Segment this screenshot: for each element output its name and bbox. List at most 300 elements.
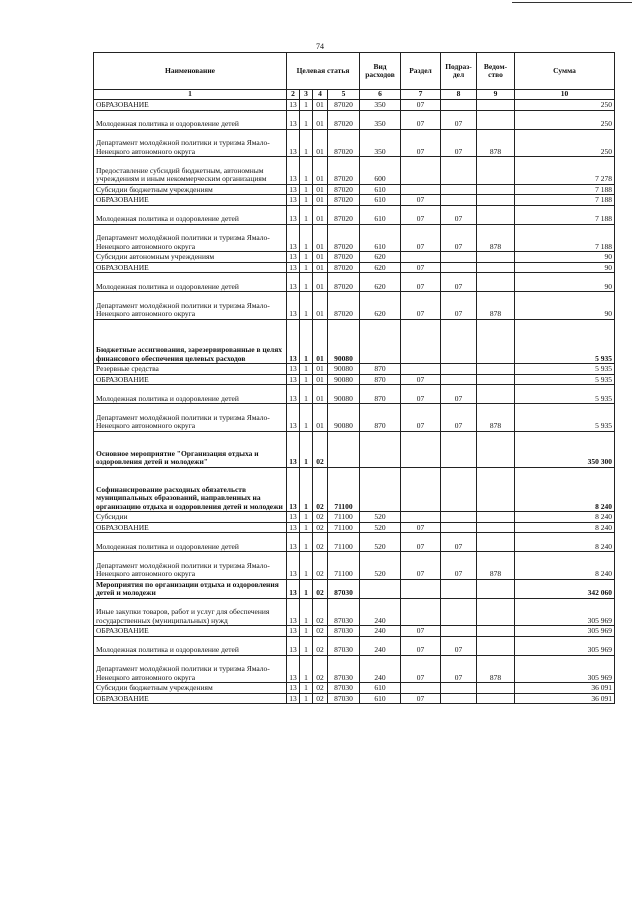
header-name: Наименование (94, 53, 287, 90)
row-name: Молодежная политика и оздоровление детей (94, 110, 287, 129)
target-code-subprogram: 1 (300, 292, 313, 320)
table-body (94, 100, 615, 704)
table-row (94, 110, 615, 129)
target-code-direction: 87030 (328, 579, 360, 598)
target-code-activity: 01 (313, 184, 328, 195)
table-row (94, 512, 615, 523)
target-code-program: 13 (287, 636, 300, 655)
expense-type-cell: 350 (360, 110, 401, 129)
sum-cell: 7 188 (515, 195, 615, 206)
target-code-program: 13 (287, 364, 300, 375)
sum-cell: 350 300 (515, 431, 615, 467)
target-code-program: 13 (287, 598, 300, 626)
subsection-cell: 07 (441, 129, 477, 157)
target-code-program: 13 (287, 655, 300, 683)
table-row (94, 129, 615, 157)
expense-type-cell: 870 (360, 385, 401, 404)
department-cell: 878 (477, 129, 515, 157)
target-code-direction: 87020 (328, 224, 360, 252)
expense-type-cell: 610 (360, 683, 401, 694)
department-cell (477, 252, 515, 263)
target-code-activity: 02 (313, 467, 328, 512)
expense-type-cell: 610 (360, 224, 401, 252)
sum-cell: 8 240 (515, 552, 615, 580)
table-row (94, 224, 615, 252)
department-cell (477, 205, 515, 224)
target-code-activity: 01 (313, 110, 328, 129)
target-code-activity: 02 (313, 636, 328, 655)
subsection-cell (441, 522, 477, 533)
row-name: Молодежная политика и оздоровление детей (94, 205, 287, 224)
sum-cell: 90 (515, 292, 615, 320)
expense-type-cell: 240 (360, 636, 401, 655)
department-cell (477, 522, 515, 533)
col-number: 9 (477, 90, 515, 100)
row-name: Департамент молодёжной политики и туризма Ямало-Ненецкого автономного округа (94, 292, 287, 320)
table-row (94, 100, 615, 111)
row-name: ОБРАЗОВАНИЕ (94, 522, 287, 533)
target-code-direction: 87020 (328, 252, 360, 263)
target-code-direction: 71100 (328, 512, 360, 523)
section-cell: 07 (401, 205, 441, 224)
table-row (94, 292, 615, 320)
target-code-direction: 87020 (328, 262, 360, 273)
sum-cell: 7 188 (515, 205, 615, 224)
subsection-cell: 07 (441, 533, 477, 552)
target-code-subprogram: 1 (300, 374, 313, 385)
subsection-cell (441, 252, 477, 263)
target-code-activity: 02 (313, 655, 328, 683)
target-code-subprogram: 1 (300, 273, 313, 292)
target-code-subprogram: 1 (300, 431, 313, 467)
header-row (94, 53, 615, 90)
expense-type-cell: 620 (360, 262, 401, 273)
row-name: Департамент молодёжной политики и туризма Ямало-Ненецкого автономного округа (94, 655, 287, 683)
subsection-cell: 07 (441, 273, 477, 292)
target-code-direction: 87030 (328, 655, 360, 683)
table-row (94, 205, 615, 224)
table-row (94, 626, 615, 637)
department-cell (477, 431, 515, 467)
section-cell: 07 (401, 404, 441, 432)
sum-cell: 250 (515, 110, 615, 129)
expense-type-cell (360, 467, 401, 512)
department-cell (477, 385, 515, 404)
subsection-cell (441, 467, 477, 512)
department-cell (477, 693, 515, 704)
subsection-cell: 07 (441, 224, 477, 252)
target-code-direction: 71100 (328, 522, 360, 533)
table-row (94, 579, 615, 598)
department-cell (477, 110, 515, 129)
sum-cell: 36 091 (515, 693, 615, 704)
section-cell: 07 (401, 552, 441, 580)
subsection-cell: 07 (441, 636, 477, 655)
section-cell (401, 184, 441, 195)
subsection-cell (441, 157, 477, 185)
department-cell: 878 (477, 404, 515, 432)
expense-type-cell: 350 (360, 100, 401, 111)
section-cell (401, 598, 441, 626)
sum-cell: 90 (515, 252, 615, 263)
department-cell: 878 (477, 292, 515, 320)
section-cell: 07 (401, 655, 441, 683)
section-cell (401, 512, 441, 523)
row-name: Департамент молодёжной политики и туризма Ямало-Ненецкого автономного округа (94, 224, 287, 252)
target-code-program: 13 (287, 319, 300, 364)
column-number-row (94, 90, 615, 100)
sum-cell: 305 969 (515, 655, 615, 683)
target-code-direction: 90080 (328, 319, 360, 364)
target-code-subprogram: 1 (300, 404, 313, 432)
target-code-direction (328, 431, 360, 467)
target-code-direction: 87030 (328, 636, 360, 655)
department-cell (477, 195, 515, 206)
sum-cell: 36 091 (515, 683, 615, 694)
section-cell (401, 683, 441, 694)
target-code-direction: 87030 (328, 598, 360, 626)
target-code-program: 13 (287, 522, 300, 533)
subsection-cell (441, 262, 477, 273)
table-row (94, 467, 615, 512)
target-code-program: 13 (287, 683, 300, 694)
department-cell (477, 364, 515, 375)
target-code-direction: 87020 (328, 292, 360, 320)
section-cell (401, 364, 441, 375)
target-code-subprogram: 1 (300, 636, 313, 655)
department-cell (477, 636, 515, 655)
target-code-activity: 01 (313, 319, 328, 364)
sum-cell: 305 969 (515, 626, 615, 637)
sum-cell: 5 935 (515, 374, 615, 385)
expense-type-cell: 520 (360, 552, 401, 580)
target-code-subprogram: 1 (300, 319, 313, 364)
sum-cell: 8 240 (515, 467, 615, 512)
sum-cell: 5 935 (515, 404, 615, 432)
table-row (94, 252, 615, 263)
target-code-program: 13 (287, 100, 300, 111)
row-name: Молодежная политика и оздоровление детей (94, 636, 287, 655)
row-name: ОБРАЗОВАНИЕ (94, 100, 287, 111)
sum-cell: 305 969 (515, 636, 615, 655)
subsection-cell (441, 364, 477, 375)
header-sum: Сумма (515, 53, 615, 90)
target-code-activity: 01 (313, 262, 328, 273)
department-cell (477, 273, 515, 292)
section-cell: 07 (401, 262, 441, 273)
row-name: Молодежная политика и оздоровление детей (94, 533, 287, 552)
section-cell: 07 (401, 110, 441, 129)
subsection-cell (441, 374, 477, 385)
section-cell (401, 579, 441, 598)
target-code-activity: 02 (313, 552, 328, 580)
target-code-activity: 02 (313, 693, 328, 704)
header-subsection: Подраз-дел (441, 53, 477, 90)
target-code-subprogram: 1 (300, 626, 313, 637)
target-code-program: 13 (287, 205, 300, 224)
subsection-cell (441, 683, 477, 694)
target-code-activity: 01 (313, 195, 328, 206)
target-code-subprogram: 1 (300, 522, 313, 533)
page-number: 74 (316, 42, 324, 51)
subsection-cell: 07 (441, 404, 477, 432)
table-row (94, 273, 615, 292)
target-code-activity: 01 (313, 385, 328, 404)
target-code-activity: 01 (313, 273, 328, 292)
target-code-program: 13 (287, 184, 300, 195)
target-code-activity: 01 (313, 374, 328, 385)
sum-cell: 305 969 (515, 598, 615, 626)
subsection-cell: 07 (441, 110, 477, 129)
target-code-direction: 87020 (328, 205, 360, 224)
subsection-cell: 07 (441, 655, 477, 683)
expense-type-cell (360, 579, 401, 598)
expense-type-cell: 600 (360, 157, 401, 185)
expense-type-cell: 610 (360, 693, 401, 704)
row-name: Субсидии бюджетным учреждениям (94, 184, 287, 195)
target-code-subprogram: 1 (300, 100, 313, 111)
row-name: ОБРАЗОВАНИЕ (94, 195, 287, 206)
target-code-subprogram: 1 (300, 552, 313, 580)
subsection-cell (441, 195, 477, 206)
target-code-program: 13 (287, 512, 300, 523)
row-name: Департамент молодёжной политики и туризма Ямало-Ненецкого автономного округа (94, 404, 287, 432)
section-cell: 07 (401, 224, 441, 252)
target-code-activity: 02 (313, 431, 328, 467)
section-cell: 07 (401, 195, 441, 206)
row-name: Предоставление субсидий бюджетным, автономным учреждениям и иным некоммерческим организациям (94, 157, 287, 185)
section-cell: 07 (401, 693, 441, 704)
subsection-cell (441, 626, 477, 637)
col-number: 6 (360, 90, 401, 100)
subsection-cell (441, 100, 477, 111)
expense-type-cell: 870 (360, 374, 401, 385)
subsection-cell (441, 319, 477, 364)
section-cell: 07 (401, 129, 441, 157)
target-code-direction: 87020 (328, 110, 360, 129)
target-code-program: 13 (287, 385, 300, 404)
target-code-program: 13 (287, 404, 300, 432)
target-code-subprogram: 1 (300, 533, 313, 552)
subsection-cell (441, 184, 477, 195)
target-code-direction: 87020 (328, 195, 360, 206)
target-code-direction: 87030 (328, 683, 360, 694)
table-row (94, 636, 615, 655)
top-rule (512, 2, 632, 3)
section-cell (401, 467, 441, 512)
table-row (94, 262, 615, 273)
target-code-program: 13 (287, 224, 300, 252)
department-cell (477, 512, 515, 523)
target-code-program: 13 (287, 273, 300, 292)
col-number: 10 (515, 90, 615, 100)
section-cell: 07 (401, 522, 441, 533)
sum-cell: 90 (515, 273, 615, 292)
target-code-program: 13 (287, 467, 300, 512)
row-name: Бюджетные ассигнования, зарезервированные в целях финансового обеспечения целевых расходов (94, 319, 287, 364)
target-code-activity: 01 (313, 292, 328, 320)
table-row (94, 598, 615, 626)
department-cell: 878 (477, 552, 515, 580)
table-row (94, 385, 615, 404)
target-code-subprogram: 1 (300, 184, 313, 195)
row-name: Субсидии бюджетным учреждениям (94, 683, 287, 694)
expense-type-cell: 610 (360, 205, 401, 224)
target-code-activity: 02 (313, 683, 328, 694)
subsection-cell: 07 (441, 205, 477, 224)
target-code-program: 13 (287, 110, 300, 129)
target-code-activity: 01 (313, 157, 328, 185)
expense-type-cell: 870 (360, 364, 401, 375)
col-number: 3 (300, 90, 313, 100)
section-cell (401, 252, 441, 263)
target-code-program: 13 (287, 195, 300, 206)
department-cell (477, 319, 515, 364)
col-number: 1 (94, 90, 287, 100)
col-number: 2 (287, 90, 300, 100)
target-code-program: 13 (287, 252, 300, 263)
target-code-subprogram: 1 (300, 467, 313, 512)
department-cell (477, 100, 515, 111)
sum-cell: 5 935 (515, 319, 615, 364)
target-code-subprogram: 1 (300, 579, 313, 598)
target-code-direction: 87020 (328, 129, 360, 157)
target-code-activity: 02 (313, 598, 328, 626)
target-code-direction: 71100 (328, 467, 360, 512)
table-row (94, 157, 615, 185)
col-number: 7 (401, 90, 441, 100)
row-name: ОБРАЗОВАНИЕ (94, 374, 287, 385)
expense-type-cell: 520 (360, 533, 401, 552)
department-cell (477, 374, 515, 385)
expense-type-cell: 520 (360, 512, 401, 523)
sum-cell: 8 240 (515, 512, 615, 523)
target-code-activity: 02 (313, 512, 328, 523)
target-code-activity: 02 (313, 533, 328, 552)
target-code-subprogram: 1 (300, 252, 313, 263)
row-name: Иные закупки товаров, работ и услуг для обеспечения государственных (муниципальных) нужд (94, 598, 287, 626)
department-cell (477, 579, 515, 598)
target-code-subprogram: 1 (300, 512, 313, 523)
target-code-program: 13 (287, 129, 300, 157)
target-code-direction: 71100 (328, 533, 360, 552)
sum-cell: 5 935 (515, 385, 615, 404)
col-number: 4 (313, 90, 328, 100)
sum-cell: 250 (515, 100, 615, 111)
table-row (94, 195, 615, 206)
target-code-activity: 02 (313, 579, 328, 598)
sum-cell: 90 (515, 262, 615, 273)
row-name: ОБРАЗОВАНИЕ (94, 626, 287, 637)
row-name: Субсидии автономным учреждениям (94, 252, 287, 263)
target-code-activity: 01 (313, 205, 328, 224)
section-cell (401, 431, 441, 467)
header-department: Ведом-ство (477, 53, 515, 90)
expense-type-cell (360, 319, 401, 364)
target-code-subprogram: 1 (300, 693, 313, 704)
table-row (94, 683, 615, 694)
subsection-cell: 07 (441, 385, 477, 404)
expense-type-cell: 240 (360, 598, 401, 626)
target-code-direction: 90080 (328, 404, 360, 432)
row-name: Мероприятия по организации отдыха и оздоровления детей и молодежи (94, 579, 287, 598)
department-cell (477, 533, 515, 552)
target-code-subprogram: 1 (300, 129, 313, 157)
expense-type-cell: 870 (360, 404, 401, 432)
col-number: 8 (441, 90, 477, 100)
target-code-program: 13 (287, 431, 300, 467)
section-cell: 07 (401, 636, 441, 655)
expense-type-cell: 620 (360, 292, 401, 320)
sum-cell: 7 278 (515, 157, 615, 185)
expense-type-cell: 240 (360, 655, 401, 683)
expense-type-cell: 610 (360, 195, 401, 206)
sum-cell: 8 240 (515, 522, 615, 533)
table-row (94, 319, 615, 364)
target-code-activity: 01 (313, 404, 328, 432)
section-cell: 07 (401, 100, 441, 111)
department-cell: 878 (477, 655, 515, 683)
target-code-activity: 01 (313, 100, 328, 111)
budget-table (93, 52, 615, 704)
subsection-cell: 07 (441, 292, 477, 320)
target-code-direction: 71100 (328, 552, 360, 580)
section-cell: 07 (401, 626, 441, 637)
target-code-activity: 02 (313, 626, 328, 637)
subsection-cell (441, 579, 477, 598)
department-cell (477, 184, 515, 195)
expense-type-cell: 350 (360, 129, 401, 157)
department-cell (477, 262, 515, 273)
section-cell (401, 319, 441, 364)
expense-type-cell: 620 (360, 252, 401, 263)
row-name: Департамент молодёжной политики и туризма Ямало-Ненецкого автономного округа (94, 552, 287, 580)
target-code-subprogram: 1 (300, 364, 313, 375)
row-name: Молодежная политика и оздоровление детей (94, 385, 287, 404)
target-code-program: 13 (287, 292, 300, 320)
target-code-direction: 87030 (328, 626, 360, 637)
target-code-direction: 90080 (328, 385, 360, 404)
sum-cell: 8 240 (515, 533, 615, 552)
subsection-cell (441, 598, 477, 626)
row-name: Резервные средства (94, 364, 287, 375)
subsection-cell (441, 512, 477, 523)
target-code-subprogram: 1 (300, 655, 313, 683)
table-row (94, 533, 615, 552)
target-code-activity: 02 (313, 522, 328, 533)
section-cell: 07 (401, 374, 441, 385)
expense-type-cell: 520 (360, 522, 401, 533)
target-code-activity: 01 (313, 252, 328, 263)
target-code-program: 13 (287, 579, 300, 598)
target-code-direction: 90080 (328, 374, 360, 385)
target-code-direction: 90080 (328, 364, 360, 375)
target-code-program: 13 (287, 552, 300, 580)
sum-cell: 5 935 (515, 364, 615, 375)
target-code-subprogram: 1 (300, 195, 313, 206)
target-code-subprogram: 1 (300, 224, 313, 252)
table-row (94, 404, 615, 432)
col-number: 5 (328, 90, 360, 100)
target-code-direction: 87030 (328, 693, 360, 704)
table-row (94, 693, 615, 704)
section-cell: 07 (401, 533, 441, 552)
header-target: Целевая статья (287, 53, 360, 90)
target-code-program: 13 (287, 157, 300, 185)
target-code-program: 13 (287, 262, 300, 273)
subsection-cell: 07 (441, 552, 477, 580)
table-row (94, 364, 615, 375)
